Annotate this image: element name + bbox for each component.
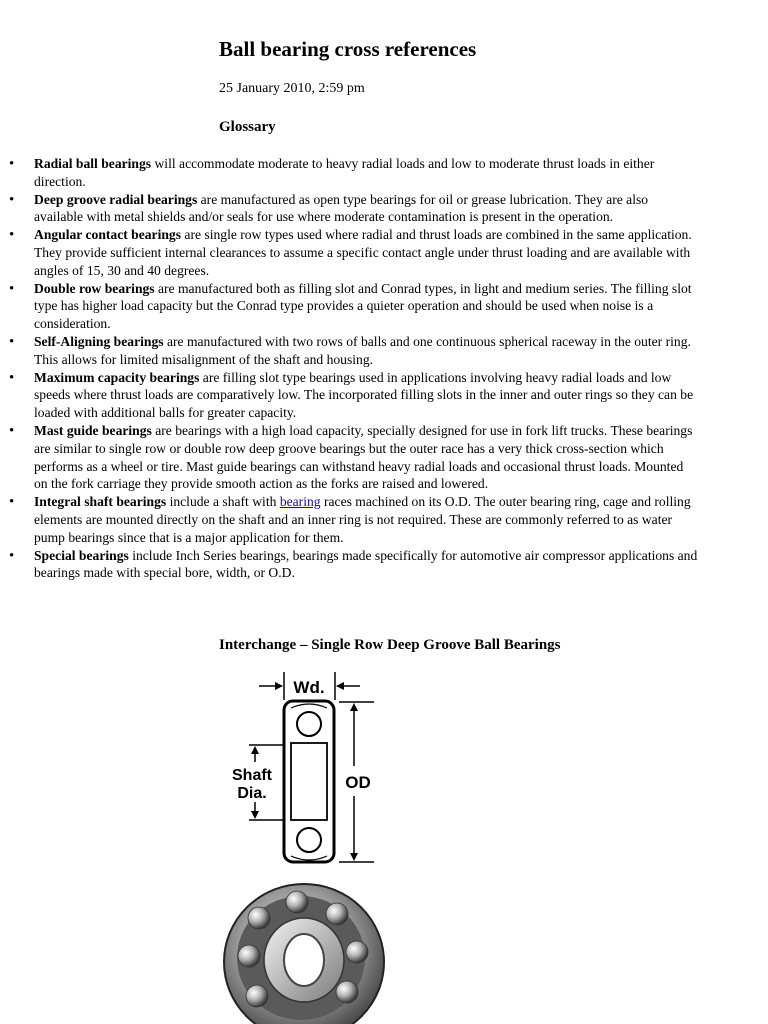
term: Special bearings — [34, 547, 129, 563]
definition: are manufactured with two rows of balls and one continuous spherical raceway in the outer ring. This allows for limited misalignment of the shaft and housing. — [34, 333, 691, 367]
list-item — [0, 191, 700, 227]
list-item — [0, 547, 700, 583]
term: Double row bearings — [34, 280, 155, 296]
definition: are manufactured as open type bearings for oil or grease lubrication. They are also available with metal shields and/or seals for use where moderate contamination is present in the operation. — [34, 191, 649, 225]
list-item — [0, 493, 700, 546]
list-item — [0, 226, 700, 279]
list-item — [0, 369, 700, 422]
definition: include Inch Series bearings, bearings made specifically for automotive air compressor applications and bearings made with special bore, width, or O.D. — [34, 547, 698, 581]
bearing-dimension-diagram — [219, 670, 379, 870]
term: Integral shaft bearings — [34, 494, 167, 510]
term: Radial ball bearings — [34, 156, 152, 171]
term: Angular contact bearings — [34, 227, 182, 243]
definition: are filling slot type bearings used in applications involving heavy radial loads and low speeds where thrust loads are comparatively low. The incorporated filling slots in the inner and outer rings so they can be loaded with additional balls for greater capacity. — [34, 369, 694, 421]
glossary-list — [0, 155, 700, 582]
list-item — [0, 333, 700, 369]
diameter-label: Dia. — [237, 785, 267, 802]
post-date: 25 January 2010, 2:59 pm — [219, 81, 365, 96]
definition-end: races machined on its O.D. The outer bearing ring, cage and rolling elements are mounted directly on the shaft and an inner ring is not required. These are commonly referred to as water pump bearings since that is a major application for them. — [34, 494, 691, 545]
definition: are bearings with a high load capacity, specially designed for use in fork lift trucks. These bearings are similar to single row or double row deep groove bearings but the outer race has a very thick cross-section which performs as a wheel or tire. Mast guide bearings can withstand heavy radial loads and occasional thrust loads. Mounted on the fork carriage they provide smooth action as the forks are raised and lowered. — [34, 422, 693, 492]
term: Mast guide bearings — [34, 422, 152, 438]
list-item — [0, 422, 700, 493]
width-label: Wd. — [293, 678, 325, 697]
term: Self-Aligning bearings — [34, 333, 164, 349]
shaft-label: Shaft — [232, 767, 272, 784]
glossary-heading: Glossary — [219, 119, 276, 135]
term: Deep groove radial bearings — [34, 191, 198, 207]
page-title: Ball bearing cross references — [219, 37, 477, 61]
definition: will accommodate moderate to heavy radial loads and low to moderate thrust loads in either direction. — [34, 156, 655, 189]
list-item — [0, 280, 700, 333]
bearing-link[interactable]: bearing — [279, 494, 321, 510]
definition-start: include a shaft with — [166, 494, 280, 510]
ball-bearing-photo — [219, 880, 389, 1024]
list-item — [0, 155, 700, 191]
definition: are manufactured both as filling slot and Conrad types, in light and medium series. The filling slot type has higher load capacity but the Conrad type provides a quieter operation and should be used when noise is a consideration. — [34, 280, 692, 332]
term: Maximum capacity bearings — [34, 369, 200, 385]
interchange-heading: Interchange – Single Row Deep Groove Ball Bearings — [219, 637, 561, 653]
definition: are single row types used where radial and thrust loads are combined in the same application. They provide sufficient internal clearances to assume a specific contact angle under thrust loading and are available with angles of 15, 30 and 40 degrees. — [34, 227, 692, 278]
od-label: OD — [345, 773, 371, 792]
